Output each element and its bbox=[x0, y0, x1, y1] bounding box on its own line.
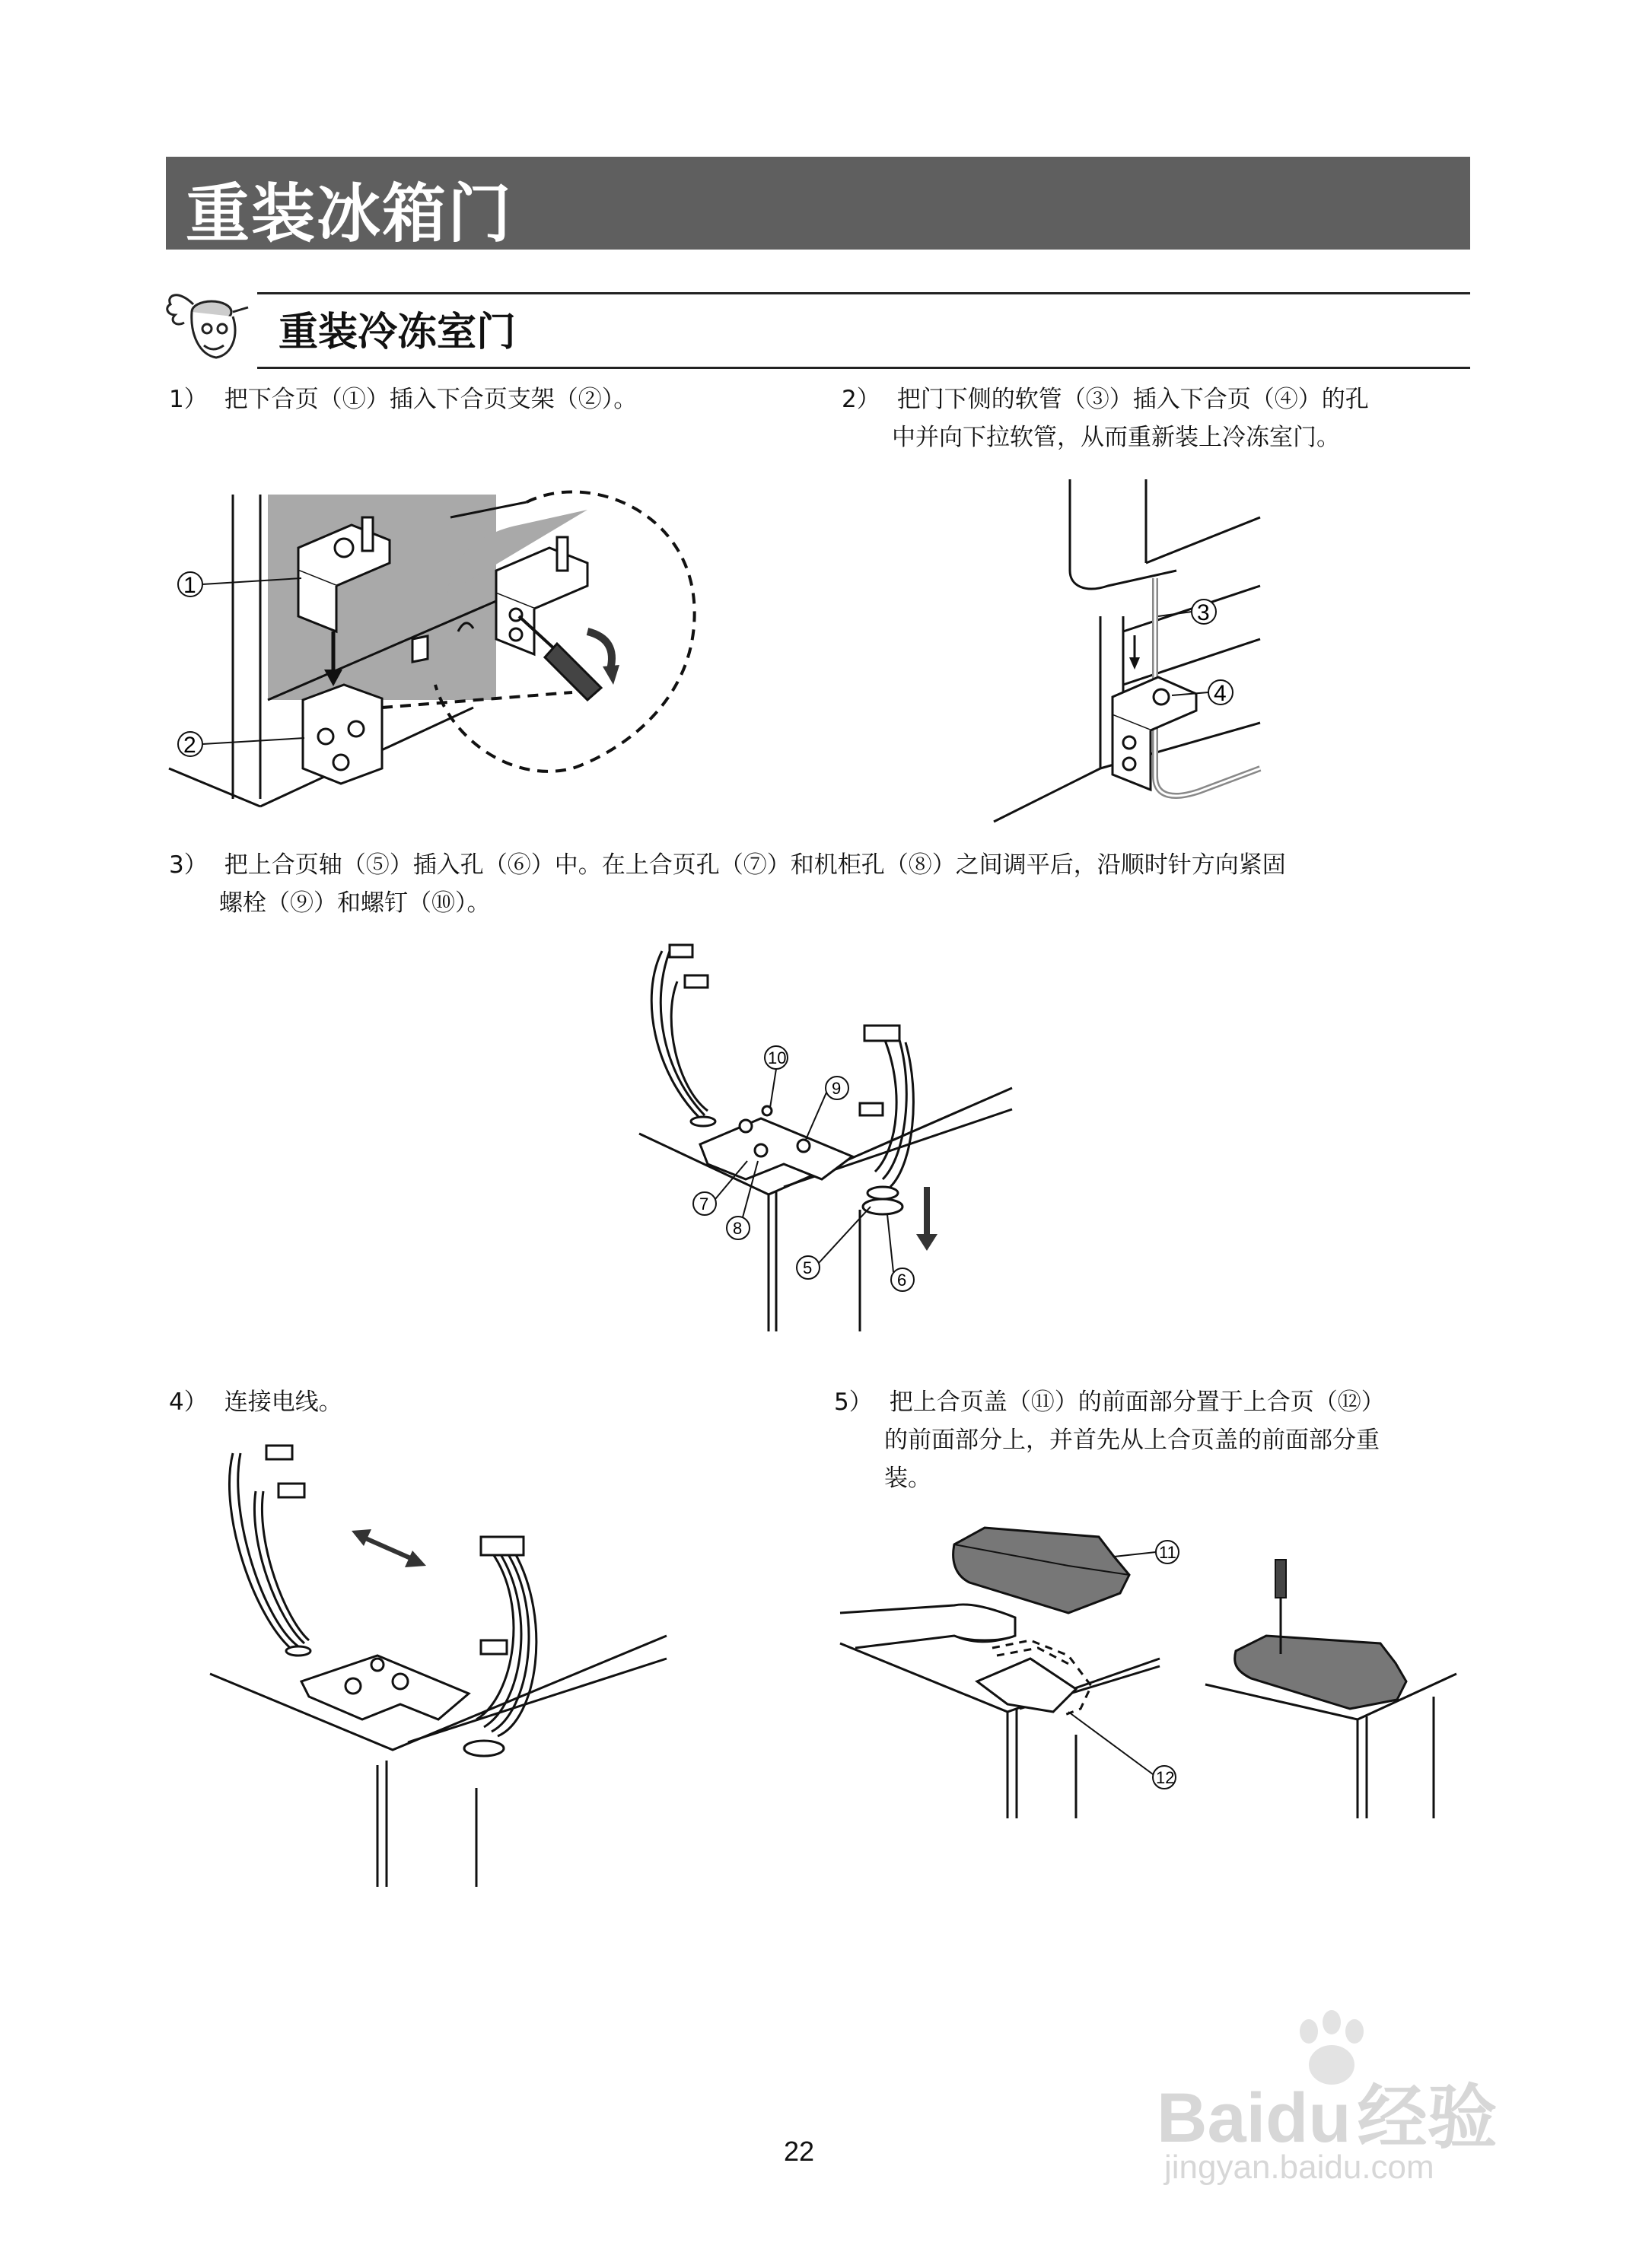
step-text: 把上合页盖（⑪）的前面部分置于上合页（⑫） bbox=[889, 1388, 1385, 1416]
callout-4: 4 bbox=[1214, 681, 1227, 706]
step-text: 把上合页轴（⑤）插入孔（⑥）中。在上合页孔（⑦）和机柜孔（⑧）之间调平后，沿顺时针方向紧固 bbox=[224, 851, 1286, 879]
step-3 bbox=[169, 846, 1286, 922]
callout-10: 10 bbox=[768, 1048, 787, 1067]
step-number: 3） bbox=[169, 851, 208, 879]
callout-9: 9 bbox=[832, 1079, 842, 1098]
step-4 bbox=[169, 1383, 342, 1421]
step-text: 把门下侧的软管（③）插入下合页（④）的孔 bbox=[896, 386, 1369, 413]
step-text: 的前面部分上，并首先从上合页盖的前面部分重 bbox=[884, 1427, 1380, 1454]
watermark-brand-cn: 经验 bbox=[1357, 2077, 1498, 2158]
callout-3: 3 bbox=[1197, 600, 1210, 625]
page-number: 22 bbox=[784, 2136, 815, 2167]
double-arrow-icon bbox=[352, 1529, 426, 1567]
page-title: 重装冰箱门 bbox=[186, 177, 514, 251]
figure-upper-hinge bbox=[632, 936, 1020, 1331]
section-top-rule bbox=[257, 292, 1470, 294]
step-1 bbox=[169, 380, 637, 418]
step-text: 装。 bbox=[884, 1465, 931, 1492]
callout-12: 12 bbox=[1156, 1768, 1175, 1787]
step-number: 5） bbox=[834, 1388, 873, 1416]
figure-connect-wires bbox=[210, 1430, 682, 1887]
figure-hinge-cover bbox=[840, 1514, 1456, 1834]
step-number: 2） bbox=[842, 386, 880, 413]
step-text: 螺栓（⑨）和螺钉（⑩）。 bbox=[219, 889, 491, 917]
watermark bbox=[1157, 2009, 1552, 2191]
callout-6: 6 bbox=[897, 1271, 907, 1290]
step-2 bbox=[842, 380, 1369, 456]
step-number: 1） bbox=[169, 386, 208, 413]
step-text: 中并向下拉软管，从而重新装上冷冻室门。 bbox=[892, 424, 1340, 451]
step-5 bbox=[834, 1383, 1385, 1497]
callout-1: 1 bbox=[183, 573, 196, 598]
callout-11: 11 bbox=[1159, 1543, 1176, 1562]
figure-hose-hinge bbox=[986, 472, 1313, 829]
callout-5: 5 bbox=[803, 1258, 813, 1277]
step-number: 4） bbox=[169, 1388, 208, 1416]
step-text: 连接电线。 bbox=[224, 1388, 342, 1416]
section-title: 重装冷冻室门 bbox=[279, 310, 517, 355]
callout-7: 7 bbox=[699, 1194, 709, 1214]
callout-2: 2 bbox=[183, 733, 196, 758]
figure-lower-hinge bbox=[161, 479, 793, 814]
watermark-brand: Baidu bbox=[1157, 2079, 1351, 2157]
mascot-icon bbox=[163, 282, 254, 367]
watermark-url: jingyan.baidu.com bbox=[1164, 2149, 1434, 2186]
callout-8: 8 bbox=[733, 1219, 743, 1238]
step-text: 把下合页（①）插入下合页支架（②）。 bbox=[224, 386, 638, 413]
section-bottom-rule bbox=[257, 367, 1470, 369]
